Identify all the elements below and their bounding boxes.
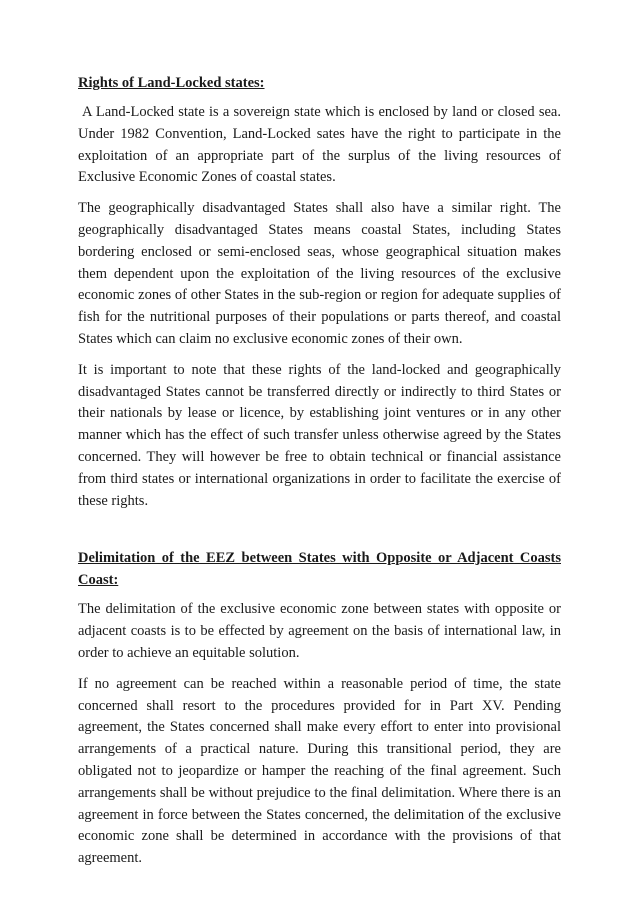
section-spacer bbox=[78, 521, 561, 547]
paragraph-land-locked-definition: A Land-Locked state is a sovereign state which is enclosed by land or closed sea. Under 1982 Convention, Land-Locked sates have the right to participate in the exploitation of an appropriate part of the surplus of the living resources of Exclusive Economic Zones of coastal states. bbox=[78, 104, 561, 186]
paragraph-delimitation-agreement: The delimitation of the exclusive economic zone between states with opposite or adjacent coasts is to be effected by agreement on the basis of international law, in order to achieve an equitable solution. bbox=[78, 601, 561, 661]
paragraph-no-agreement-procedures: If no agreement can be reached within a reasonable period of time, the state concerned shall resort to the procedures provided for in Part XV. Pending agreement, the States concerned shall make every effort to enter into provisional arrangements of a practical nature. During this transitional period, they are obligated not to jeopardize or hamper the reaching of the final agreement. Such arrangements shall be without prejudice to the final delimitation. Where there is an agreement in force between the States concerned, the delimitation of the exclusive economic zone shall be determined in accordance with the provisions of that agreement. bbox=[78, 675, 561, 867]
section-heading-eez-delimitation: Delimitation of the EEZ between States with Opposite or Adjacent Coasts Coast: bbox=[78, 550, 561, 589]
paragraph-rights-transfer: It is important to note that these rights of the land-locked and geographically disadvantaged States cannot be transferred directly or indirectly to third States or their nationals by lease or licence, by establishing joint ventures or in any other manner which has the effect of such transfer unless otherwise agreed by the States concerned. They will however be free to obtain technical or financial assistance from third states or international organizations in order to facilitate the exercise of these rights. bbox=[78, 361, 561, 509]
document-page bbox=[78, 72, 561, 879]
section-heading-land-locked-rights: Rights of Land-Locked states: bbox=[78, 75, 265, 91]
paragraph-geographically-disadvantaged: The geographically disadvantaged States shall also have a similar right. The geographically disadvantaged States means coastal States, including States bordering enclosed or semi-enclosed seas, whose geographical situation makes them dependent upon the exploitation of the living resources of the exclusive economic zones of other States in the sub-region or region for adequate supplies of fish for the nutritional purposes of their populations or parts thereof, and coastal States which can claim no exclusive economic zones of their own. bbox=[78, 200, 561, 347]
